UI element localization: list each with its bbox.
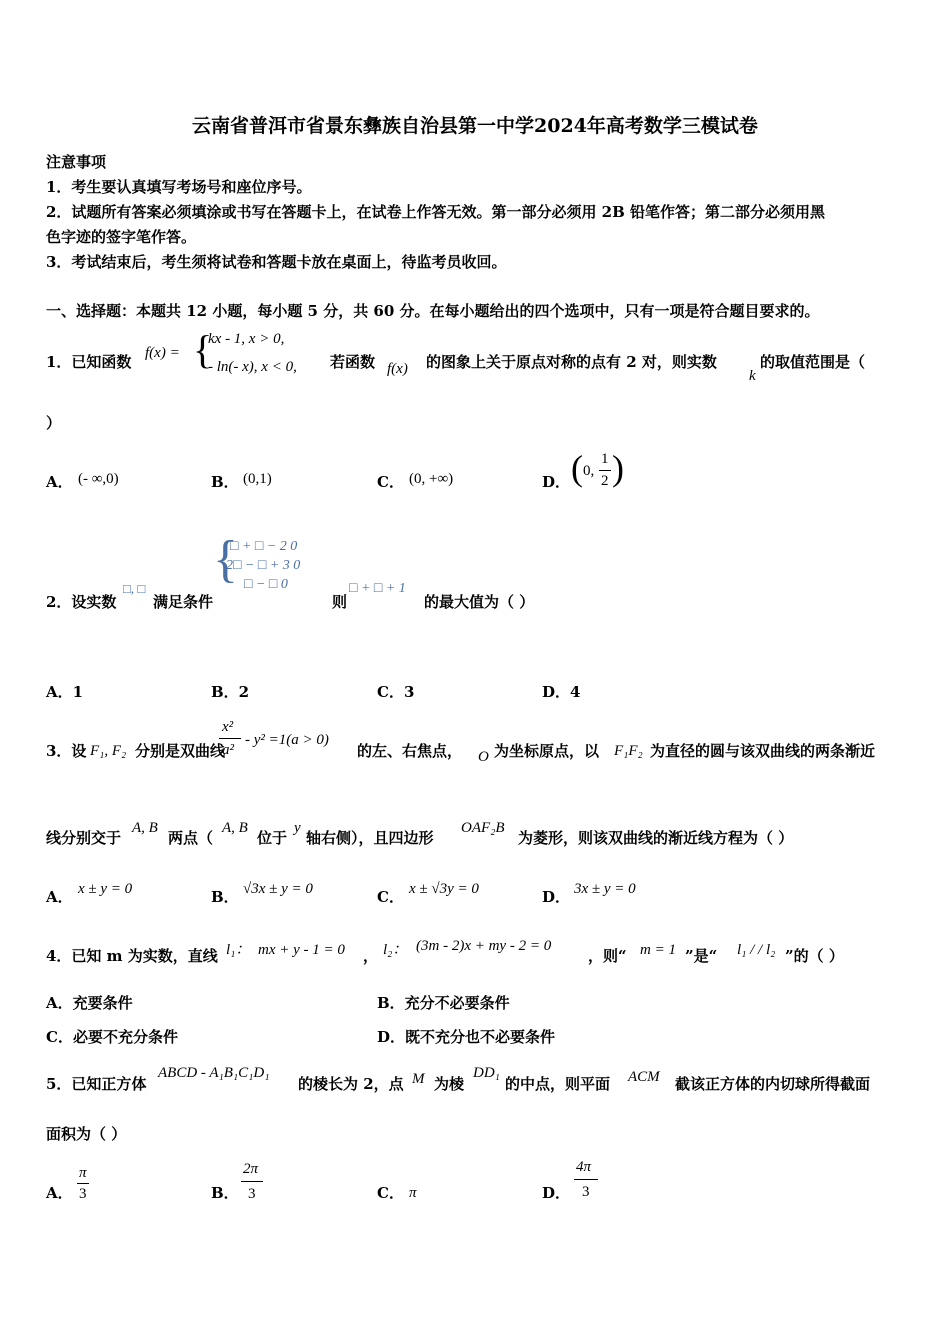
- notice-item: 3．考试结束后，考生须将试卷和答题卡放在桌面上，待监考员收回。: [46, 253, 507, 271]
- q3-option-c: x ± √3y = 0: [409, 881, 479, 897]
- q1-option-d-den: 2: [601, 473, 609, 489]
- q4-suffix: ”的（ ）: [785, 947, 844, 965]
- q1-mid: 若函数: [330, 353, 376, 371]
- q2-then: 则: [332, 593, 348, 611]
- q3-option-d-label: D．: [542, 888, 571, 906]
- q5-mid3: 的中点，则平面: [505, 1075, 611, 1093]
- q3-line2-mid3: 轴右侧），且四边形: [306, 829, 434, 847]
- q5-option-a-num: π: [79, 1165, 87, 1181]
- q1-suffix: 的图象上关于原点对称的点有 2 对，则实数: [426, 353, 717, 371]
- q2-option-b: B．2: [211, 683, 250, 701]
- q1-option-d-pre: 0,: [583, 463, 595, 479]
- q2-brace: {: [213, 531, 238, 588]
- q1-brace: {: [193, 327, 213, 372]
- q1-option-d-label: D．: [542, 473, 571, 491]
- q3-f1f2: F₁, F₂: [90, 743, 127, 759]
- q1-option-d-fraction-bar: [599, 470, 611, 471]
- q5-option-a-fraction-bar: [77, 1183, 89, 1184]
- q3-option-a-label: A．: [46, 888, 73, 906]
- q2-row2: 2□ − □ + 3 0: [226, 558, 301, 573]
- q2-row3: □ − □ 0: [244, 577, 288, 592]
- q5-option-d-fraction-bar: [574, 1179, 598, 1180]
- q3-rest: - y² =1(a > 0): [245, 732, 329, 748]
- q2-expr: □ + □ + 1: [349, 581, 406, 596]
- q5-option-c-label: C．: [377, 1184, 404, 1202]
- q1-k: k: [749, 368, 756, 384]
- q1-fx2: f(x): [387, 361, 408, 377]
- q1-option-c-label: C．: [377, 473, 404, 491]
- q4-parallel: l₁ / / l₂: [737, 942, 776, 958]
- q4-option-d: D．既不充分也不必要条件: [377, 1028, 556, 1046]
- q3-line2-mid1: 两点（: [168, 829, 214, 847]
- q5-option-b-den: 3: [248, 1186, 256, 1202]
- q3-f1f2b: F₁F₂: [614, 743, 643, 759]
- q4-option-a: A．充要条件: [46, 994, 133, 1012]
- q2-row1: □ + □ − 2 0: [230, 539, 298, 554]
- q3-y: y: [294, 820, 301, 836]
- q3-suffix: 为直径的圆与该双曲线的两条渐近: [650, 742, 876, 760]
- q5-option-d-num: 4π: [576, 1159, 592, 1175]
- q3-line2-prefix: 线分别交于: [46, 829, 122, 847]
- q5-option-b-label: B．: [211, 1184, 239, 1202]
- q1-fx: f(x) =: [145, 345, 180, 361]
- q4-eq2: (3m - 2)x + my - 2 = 0: [416, 938, 552, 954]
- q5-option-a-den: 3: [79, 1186, 87, 1202]
- q1-suffix2: 的取值范围是（: [760, 353, 866, 371]
- q1-prefix: 1．已知函数: [46, 353, 132, 371]
- q3-ab: A, B: [132, 820, 158, 836]
- q5-option-b-fraction-bar: [241, 1181, 263, 1182]
- q2-suffix: 的最大值为（ ）: [424, 593, 535, 611]
- q2-option-a: A．1: [46, 683, 84, 701]
- q5-dd1: DD₁: [473, 1065, 500, 1081]
- q3-mid3: 为坐标原点，以: [494, 742, 600, 760]
- q5-option-d-den: 3: [582, 1184, 590, 1200]
- q3-ab2: A, B: [222, 820, 248, 836]
- q1-case1: kx - 1, x > 0,: [208, 331, 285, 347]
- q1-close: ）: [46, 414, 62, 432]
- q3-fraction-num: x²: [222, 719, 234, 735]
- q1-option-b-label: B．: [211, 473, 239, 491]
- q4-mid2: ”是“: [685, 947, 718, 965]
- q4-m1: m = 1: [640, 942, 676, 958]
- q3-prefix: 3．设: [46, 742, 87, 760]
- q4-mid: ，则“: [588, 947, 627, 965]
- q3-option-a: x ± y = 0: [78, 881, 133, 897]
- q1-option-a-label: A．: [46, 473, 73, 491]
- q3-mid2: 的左、右焦点，: [357, 742, 463, 760]
- q4-l2: l₂：: [383, 942, 408, 958]
- q2-vars: □, □: [123, 581, 146, 596]
- q5-mid2: 为棱: [434, 1075, 465, 1093]
- q3-fraction-bar: [219, 738, 241, 739]
- q4-prefix: 4．已知 m 为实数，直线: [46, 947, 218, 965]
- q5-option-a-label: A．: [46, 1184, 73, 1202]
- q4-eq1: mx + y - 1 = 0: [258, 942, 345, 958]
- q5-mid1: 的棱长为 2，点: [298, 1075, 404, 1093]
- q2-option-d: D．4: [542, 683, 581, 701]
- q4-option-c: C．必要不充分条件: [46, 1028, 178, 1046]
- q1-option-c: (0, +∞): [409, 471, 454, 487]
- q1-option-d-num: 1: [601, 451, 609, 467]
- q3-o: O: [478, 749, 489, 765]
- q1-option-d-lparen: (: [571, 448, 583, 488]
- q5-option-d-label: D．: [542, 1184, 571, 1202]
- q2-prefix: 2．设实数: [46, 593, 117, 611]
- q3-option-b: √3x ± y = 0: [243, 881, 313, 897]
- q3-option-d: 3x ± y = 0: [574, 881, 636, 897]
- q5-suffix: 截该正方体的内切球所得截面: [675, 1075, 871, 1093]
- q2-mid: 满足条件: [153, 593, 214, 611]
- q1-case2: - ln(- x), x < 0,: [208, 359, 297, 375]
- q2-option-c: C．3: [377, 683, 415, 701]
- notice-item: 色字迹的签字笔作答。: [46, 228, 197, 246]
- q5-line2: 面积为（ ）: [46, 1125, 127, 1143]
- q5-option-c: π: [409, 1185, 417, 1201]
- q4-comma: ，: [363, 947, 379, 965]
- q4-option-b: B．充分不必要条件: [377, 994, 510, 1012]
- q3-mid1: 分别是双曲线: [135, 742, 226, 760]
- q4-l1: l₁：: [226, 942, 251, 958]
- q3-option-b-label: B．: [211, 888, 239, 906]
- q5-acm: ACM: [628, 1069, 660, 1085]
- notice-heading: 注意事项: [46, 153, 107, 171]
- q1-option-b: (0,1): [243, 471, 272, 487]
- q5-prefix: 5．已知正方体: [46, 1075, 147, 1093]
- q1-option-a: (- ∞,0): [78, 471, 119, 487]
- q3-option-c-label: C．: [377, 888, 404, 906]
- q3-fraction-den: a²: [222, 742, 234, 758]
- q5-m: M: [412, 1071, 425, 1087]
- q5-option-b-num: 2π: [243, 1161, 259, 1177]
- q5-cube: ABCD - A₁B₁C₁D₁: [158, 1065, 270, 1081]
- page-title: 云南省普洱市省景东彝族自治县第一中学2024年高考数学三模试卷: [192, 115, 758, 137]
- section-heading: 一、选择题：本题共 12 小题，每小题 5 分，共 60 分。在每小题给出的四个选项中，只有一项是符合题目要求的。: [46, 302, 820, 320]
- q3-quad: OAF₂B: [461, 820, 505, 836]
- notice-item: 2．试题所有答案必须填涂或书写在答题卡上，在试卷上作答无效。第一部分必须用 2B 铅笔作答；第二部分必须用黑: [46, 203, 826, 221]
- notice-item: 1．考生要认真填写考场号和座位序号。: [46, 178, 312, 196]
- q3-line2-mid2: 位于: [257, 829, 288, 847]
- q1-option-d-rparen: ): [612, 448, 624, 488]
- q3-line2-suffix: 为菱形，则该双曲线的渐近线方程为（ ）: [518, 829, 794, 847]
